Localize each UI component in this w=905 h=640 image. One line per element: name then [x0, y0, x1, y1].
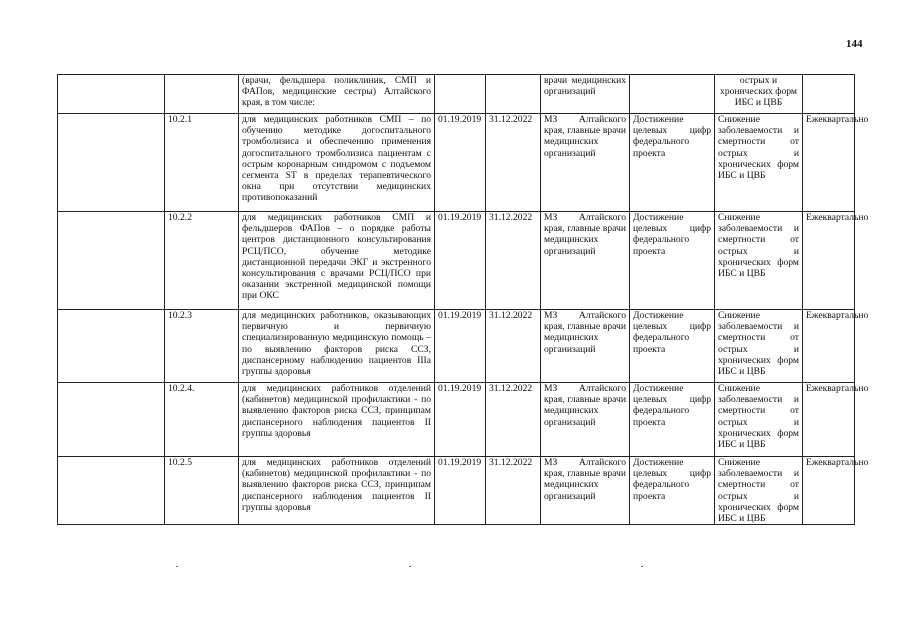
- responsible-executors: врачи медицинских организаций: [541, 75, 630, 114]
- continuation-row: [58, 75, 855, 114]
- empty-cell: [165, 75, 239, 114]
- empty-cell: [486, 75, 541, 114]
- start-date: 01.19.2019: [435, 383, 486, 457]
- start-date: 01.19.2019: [435, 310, 486, 383]
- goal-indicator: Достижение целевых цифр федерального проекта: [630, 114, 715, 212]
- item-number: 10.2.4.: [165, 383, 239, 457]
- report-frequency: Ежеквартально: [803, 114, 855, 212]
- expected-result: Снижение заболеваемости и смертности от острых и хронических форм ИБС и ЦВБ: [715, 383, 803, 457]
- expected-result: острых и хронических форм ИБС и ЦВБ: [715, 75, 803, 114]
- responsible-executors: МЗ Алтайского края, главные врачи медицинских организаций: [541, 310, 630, 383]
- activity-description: для медицинских работников СМП и фельдшеров ФАПов – о порядке работы центров дистанционного консультирования РСЦ/ПСО, обучение методике дистанционной передачи ЭКГ и экстренного консультирования с врачами РСЦ/ПСО при оказании экстренной медицинской помощи при ОКС: [239, 212, 435, 310]
- scan-speck: [176, 566, 178, 567]
- responsible-executors: МЗ Алтайского края, главные врачи медицинских организаций: [541, 457, 630, 525]
- plan-table: [57, 74, 869, 525]
- empty-cell: [58, 75, 165, 114]
- item-number: 10.2.2: [165, 212, 239, 310]
- goal-indicator: Достижение целевых цифр федерального проекта: [630, 310, 715, 383]
- start-date: 01.19.2019: [435, 212, 486, 310]
- empty-cell: [803, 75, 855, 114]
- report-frequency: Ежеквартально: [803, 310, 855, 383]
- goal-indicator: Достижение целевых цифр федерального проекта: [630, 457, 715, 525]
- scan-speck: [409, 566, 411, 567]
- start-date: 01.19.2019: [435, 114, 486, 212]
- item-number: 10.2.1: [165, 114, 239, 212]
- activity-description: для медицинских работников отделений (кабинетов) медицинской профилактики - по выявлению факторов риска ССЗ, принципам диспансерного наблюдения пациентов II группы здоровья: [239, 383, 435, 457]
- activity-description: для медицинских работников СМП – по обучению методике догоспитального тромболизиса и обеспечению применения догоспитального тромболизиса пациентам с острым коронарным синдромом с подъемом сегмента ST в пределах терапевтического окна при отсутствии медицинских противопоказаний: [239, 114, 435, 212]
- end-date: 31.12.2022: [486, 457, 541, 525]
- responsible-executors: МЗ Алтайского края, главные врачи медицинских организаций: [541, 212, 630, 310]
- activity-description: для медицинских работников отделений (кабинетов) медицинской профилактики - по выявлению факторов риска ССЗ, принципам диспансерного наблюдения пациентов II группы здоровья: [239, 457, 435, 525]
- goal-indicator: Достижение целевых цифр федерального проекта: [630, 212, 715, 310]
- end-date: 31.12.2022: [486, 383, 541, 457]
- empty-cell: [58, 212, 165, 310]
- responsible-executors: МЗ Алтайского края, главные врачи медицинских организаций: [541, 114, 630, 212]
- report-frequency: Ежеквартально: [803, 383, 855, 457]
- end-date: 31.12.2022: [486, 114, 541, 212]
- expected-result: Снижение заболеваемости и смертности от острых и хронических форм ИБС и ЦВБ: [715, 212, 803, 310]
- table-row: [58, 212, 855, 310]
- item-number: 10.2.3: [165, 310, 239, 383]
- start-date: 01.19.2019: [435, 457, 486, 525]
- item-number: 10.2.5: [165, 457, 239, 525]
- activity-description: (врачи, фельдшера поликлиник, СМП и ФАПов, медицинские сестры) Алтайского края, в том числе:: [239, 75, 435, 114]
- expected-result: Снижение заболеваемости и смертности от острых и хронических форм ИБС и ЦВБ: [715, 114, 803, 212]
- empty-cell: [58, 310, 165, 383]
- table-row: [58, 383, 855, 457]
- table-row: [58, 457, 855, 525]
- scan-speck: [641, 566, 643, 567]
- empty-cell: [58, 457, 165, 525]
- end-date: 31.12.2022: [486, 310, 541, 383]
- table-row: [58, 310, 855, 383]
- empty-cell: [435, 75, 486, 114]
- expected-result: Снижение заболеваемости и смертности от острых и хронических форм ИБС и ЦВБ: [715, 457, 803, 525]
- activity-description: для медицинских работников, оказывающих первичную и первичную специализированную медицинскую помощь – по выявлению факторов риска ССЗ, диспансерному наблюдению пациентов IIIа группы здоровья: [239, 310, 435, 383]
- report-frequency: Ежеквартально: [803, 212, 855, 310]
- empty-cell: [630, 75, 715, 114]
- responsible-executors: МЗ Алтайского края, главные врачи медицинских организаций: [541, 383, 630, 457]
- empty-cell: [58, 383, 165, 457]
- goal-indicator: Достижение целевых цифр федерального проекта: [630, 383, 715, 457]
- expected-result: Снижение заболеваемости и смертности от острых и хронических форм ИБС и ЦВБ: [715, 310, 803, 383]
- empty-cell: [58, 114, 165, 212]
- page-number: 144: [846, 38, 863, 50]
- report-frequency: Ежеквартально: [803, 457, 855, 525]
- table-row: [58, 114, 855, 212]
- end-date: 31.12.2022: [486, 212, 541, 310]
